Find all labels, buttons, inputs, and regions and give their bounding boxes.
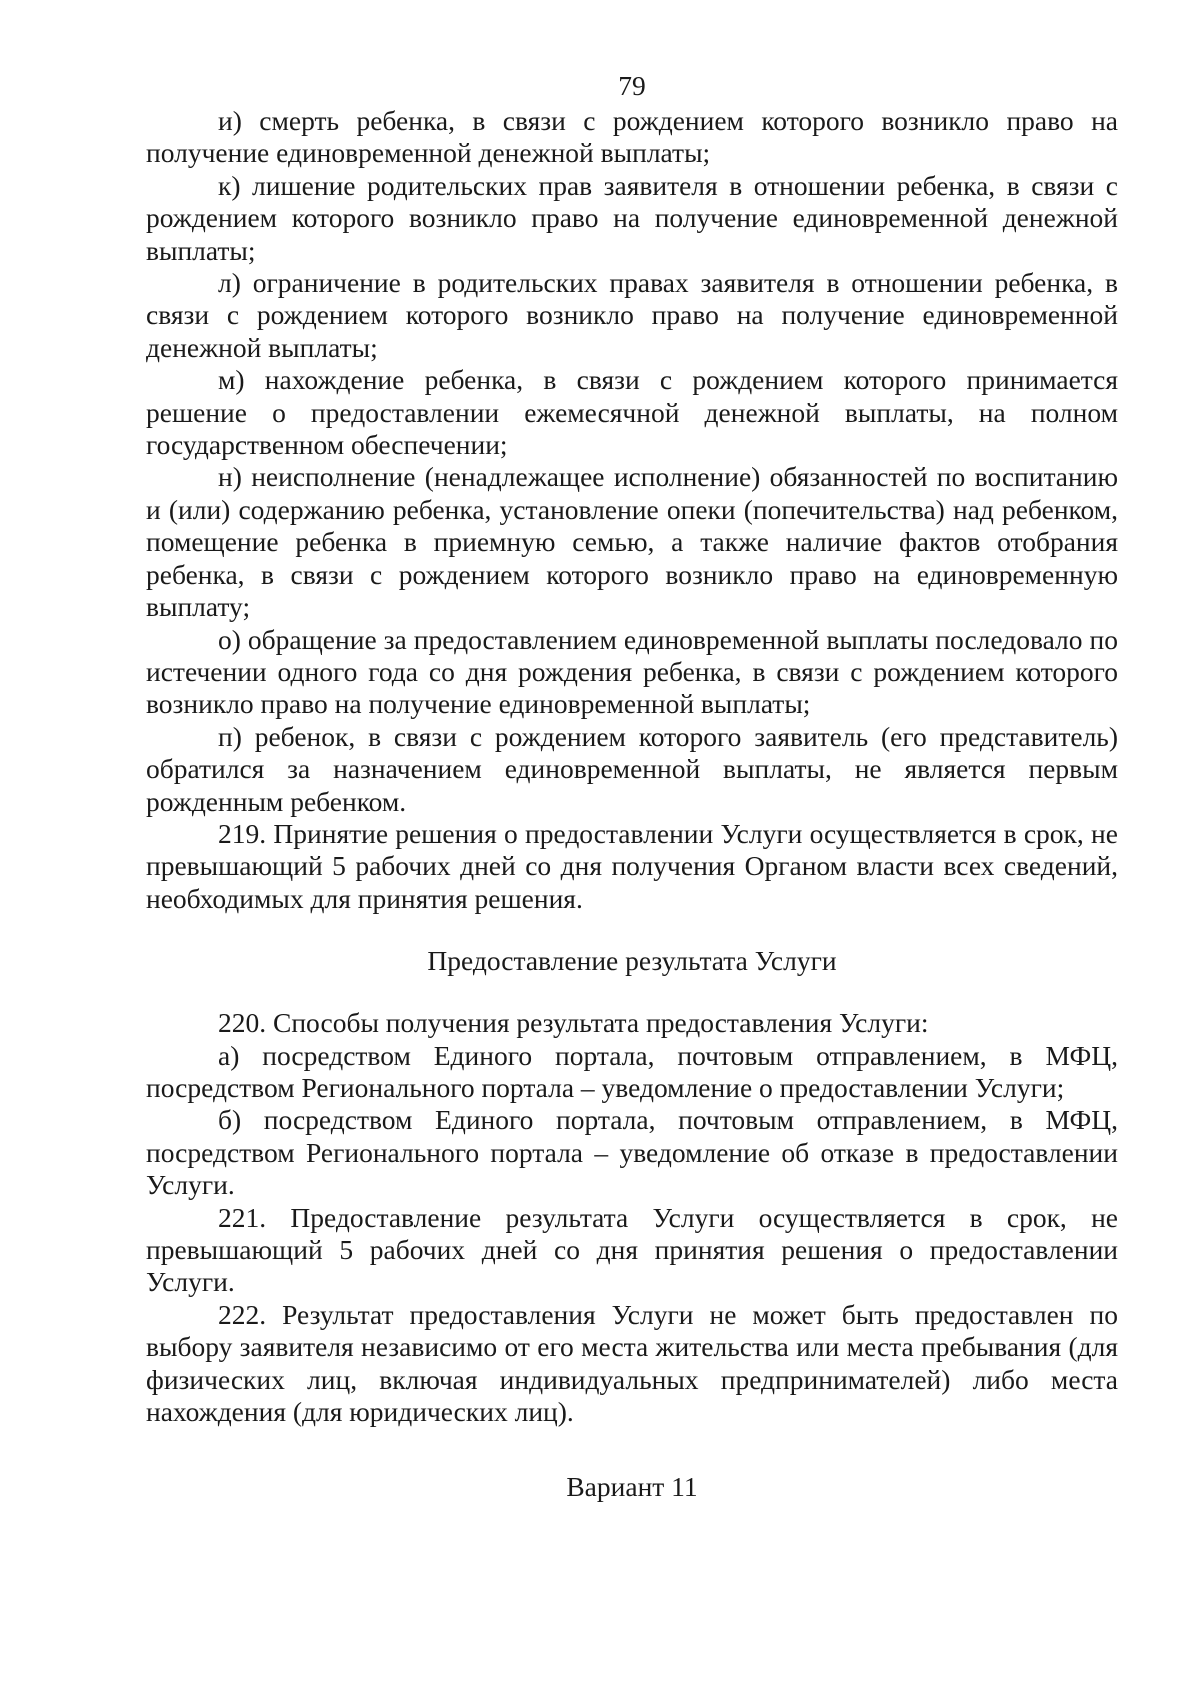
paragraph-item-b: б) посредством Единого портала, почтовым отправлением, в МФЦ, посредством Регионального портала – уведомление об отказе в предоставлении Услуги. (146, 1104, 1118, 1201)
document-page (146, 68, 1118, 1507)
variant-heading: Вариант 11 (566, 1471, 698, 1503)
paragraph-item-p: п) ребенок, в связи с рождением которого заявитель (его представитель) обратился за назначением единовременной выплаты, не является первым рожденным ребенком. (146, 720, 1118, 817)
paragraph-221: 221. Предоставление результата Услуги осуществляется в срок, не превышающий 5 рабочих дней со дня принятия решения о предоставлении Услуги. (146, 1201, 1118, 1298)
paragraph-item-a: а) посредством Единого портала, почтовым отправлением, в МФЦ, посредством Регионального портала – уведомление о предоставлении Услуги; (146, 1039, 1118, 1103)
paragraph-item-i: и) смерть ребенка, в связи с рождением которого возникло право на получение единовременной денежной выплаты; (146, 105, 1118, 169)
paragraph-item-o: о) обращение за предоставлением единовременной выплаты последовало по истечении одного года со дня рождения ребенка, в связи с рождением которого возникло право на получение единовременной выплаты; (146, 623, 1118, 720)
section-heading: Предоставление результата Услуги (427, 945, 837, 977)
paragraph-219: 219. Принятие решения о предоставлении Услуги осуществляется в срок, не превышающий 5 рабочих дней со дня получения Органом власти всех сведений, необходимых для принятия решения. (146, 817, 1118, 914)
paragraph-220: 220. Способы получения результата предоставления Услуги: (218, 1007, 929, 1039)
paragraph-item-m: м) нахождение ребенка, в связи с рождением которого принимается решение о предоставлении ежемесячной денежной выплаты, на полном государственном обеспечении; (146, 364, 1118, 461)
paragraph-item-n: н) неисполнение (ненадлежащее исполнение) обязанностей по воспитанию и (или) содержанию ребенка, установление опеки (попечительства) над ребенком, помещение ребенка в приемную семью, а также наличие фактов отобрания ребенка, в связи с рождением которого возникло право на единовременную выплату; (146, 461, 1118, 623)
paragraph-item-l: л) ограничение в родительских правах заявителя в отношении ребенка, в связи с рождением которого возникло право на получение единовременной денежной выплаты; (146, 267, 1118, 363)
page-number: 79 (618, 70, 646, 101)
paragraph-222: 222. Результат предоставления Услуги не может быть предоставлен по выбору заявителя независимо от его места жительства или места пребывания (для физических лиц, включая индивидуальных предпринимателей) либо места нахождения (для юридических лиц). (146, 1298, 1118, 1428)
paragraph-item-k: к) лишение родительских прав заявителя в отношении ребенка, в связи с рождением которого возникло право на получение единовременной денежной выплаты; (146, 169, 1118, 266)
